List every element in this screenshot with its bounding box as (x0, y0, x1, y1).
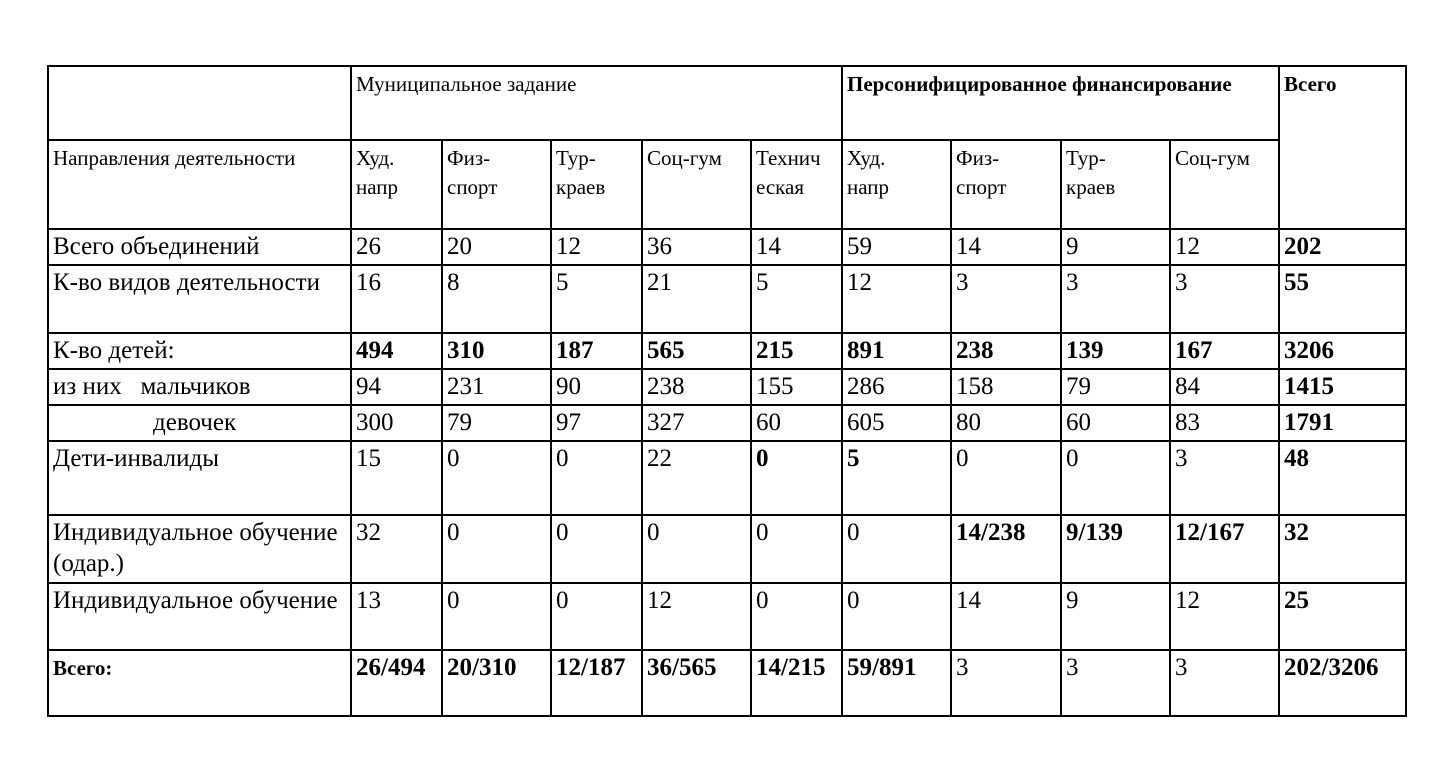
row-total: 3206 (1279, 333, 1406, 369)
row-label: К-во видов деятельности (48, 265, 351, 333)
row-label: Всего: (48, 650, 351, 716)
cell: 16 (351, 265, 442, 333)
row-label: Индивидуальное обучение (одар.) (48, 515, 351, 583)
cell: 9 (1061, 583, 1170, 650)
cell: 14 (951, 229, 1061, 265)
row-total: 55 (1279, 265, 1406, 333)
cell: 12 (842, 265, 951, 333)
cell: 238 (951, 333, 1061, 369)
col-header: Худ. напр (842, 140, 951, 229)
table-row (48, 405, 1406, 441)
cell: 97 (551, 405, 642, 441)
header-row-groups (48, 66, 1406, 140)
cell: 90 (551, 369, 642, 405)
activity-table (47, 65, 1407, 717)
cell: 8 (442, 265, 551, 333)
cell: 565 (642, 333, 751, 369)
table-row (48, 229, 1406, 265)
cell: 0 (751, 583, 842, 650)
table-row (48, 369, 1406, 405)
cell: 36/565 (642, 650, 751, 716)
cell: 79 (442, 405, 551, 441)
cell: 12 (551, 229, 642, 265)
cell: 9/139 (1061, 515, 1170, 583)
row-label: Дети-инвалиды (48, 441, 351, 515)
col-header: Соц-гум (642, 140, 751, 229)
cell: 79 (1061, 369, 1170, 405)
cell: 231 (442, 369, 551, 405)
cell: 286 (842, 369, 951, 405)
cell: 3 (1170, 650, 1279, 716)
row-label: из них мальчиков (48, 369, 351, 405)
cell: 5 (751, 265, 842, 333)
cell: 0 (951, 441, 1061, 515)
cell: 0 (751, 441, 842, 515)
cell: 891 (842, 333, 951, 369)
cell: 21 (642, 265, 751, 333)
corner-cell (48, 66, 351, 140)
header-row-columns (48, 140, 1406, 229)
cell: 158 (951, 369, 1061, 405)
cell: 5 (551, 265, 642, 333)
cell: 12/187 (551, 650, 642, 716)
cell: 32 (351, 515, 442, 583)
cell: 59 (842, 229, 951, 265)
cell: 238 (642, 369, 751, 405)
cell: 20/310 (442, 650, 551, 716)
table-row (48, 333, 1406, 369)
cell: 12 (642, 583, 751, 650)
cell: 0 (751, 515, 842, 583)
group-total: Всего (1279, 66, 1406, 229)
cell: 83 (1170, 405, 1279, 441)
cell: 9 (1061, 229, 1170, 265)
row-label: Всего объединений (48, 229, 351, 265)
col-header: Тур- краев (1061, 140, 1170, 229)
col-header: Тур- краев (551, 140, 642, 229)
cell: 0 (842, 515, 951, 583)
row-total: 202/3206 (1279, 650, 1406, 716)
cell: 22 (642, 441, 751, 515)
cell: 3 (1061, 265, 1170, 333)
cell: 0 (442, 515, 551, 583)
row-label: Индивидуальное обучение (48, 583, 351, 650)
cell: 155 (751, 369, 842, 405)
cell: 84 (1170, 369, 1279, 405)
col-header: Технич еская (751, 140, 842, 229)
cell: 139 (1061, 333, 1170, 369)
cell: 12/167 (1170, 515, 1279, 583)
cell: 3 (951, 650, 1061, 716)
cell: 0 (551, 441, 642, 515)
cell: 12 (1170, 229, 1279, 265)
cell: 14 (951, 583, 1061, 650)
cell: 26 (351, 229, 442, 265)
cell: 0 (642, 515, 751, 583)
group-municipal: Муниципальное задание (351, 66, 842, 140)
table-row-summary (48, 650, 1406, 716)
cell: 0 (551, 583, 642, 650)
cell: 300 (351, 405, 442, 441)
cell: 60 (1061, 405, 1170, 441)
row-total: 32 (1279, 515, 1406, 583)
cell: 15 (351, 441, 442, 515)
col-header: Соц-гум (1170, 140, 1279, 229)
group-personified: Персонифицированное финансирование (842, 66, 1279, 140)
cell: 94 (351, 369, 442, 405)
cell: 310 (442, 333, 551, 369)
row-total: 202 (1279, 229, 1406, 265)
cell: 187 (551, 333, 642, 369)
cell: 5 (842, 441, 951, 515)
cell: 3 (1170, 441, 1279, 515)
cell: 167 (1170, 333, 1279, 369)
col-header: Физ- спорт (442, 140, 551, 229)
cell: 0 (551, 515, 642, 583)
cell: 605 (842, 405, 951, 441)
cell: 12 (1170, 583, 1279, 650)
cell: 0 (1061, 441, 1170, 515)
cell: 20 (442, 229, 551, 265)
table-row (48, 583, 1406, 650)
cell: 0 (442, 583, 551, 650)
directions-label: Направления деятельности (48, 140, 351, 229)
table-row (48, 441, 1406, 515)
cell: 215 (751, 333, 842, 369)
cell: 14/238 (951, 515, 1061, 583)
cell: 80 (951, 405, 1061, 441)
cell: 14 (751, 229, 842, 265)
cell: 494 (351, 333, 442, 369)
table-row (48, 515, 1406, 583)
row-label: девочек (48, 405, 351, 441)
cell: 0 (442, 441, 551, 515)
cell: 36 (642, 229, 751, 265)
row-total: 1415 (1279, 369, 1406, 405)
cell: 3 (1061, 650, 1170, 716)
col-header: Физ- спорт (951, 140, 1061, 229)
cell: 3 (951, 265, 1061, 333)
cell: 13 (351, 583, 442, 650)
cell: 59/891 (842, 650, 951, 716)
row-total: 1791 (1279, 405, 1406, 441)
row-total: 48 (1279, 441, 1406, 515)
col-header: Худ. напр (351, 140, 442, 229)
row-total: 25 (1279, 583, 1406, 650)
cell: 60 (751, 405, 842, 441)
cell: 327 (642, 405, 751, 441)
cell: 0 (842, 583, 951, 650)
cell: 14/215 (751, 650, 842, 716)
row-label: К-во детей: (48, 333, 351, 369)
cell: 26/494 (351, 650, 442, 716)
table-row (48, 265, 1406, 333)
cell: 3 (1170, 265, 1279, 333)
